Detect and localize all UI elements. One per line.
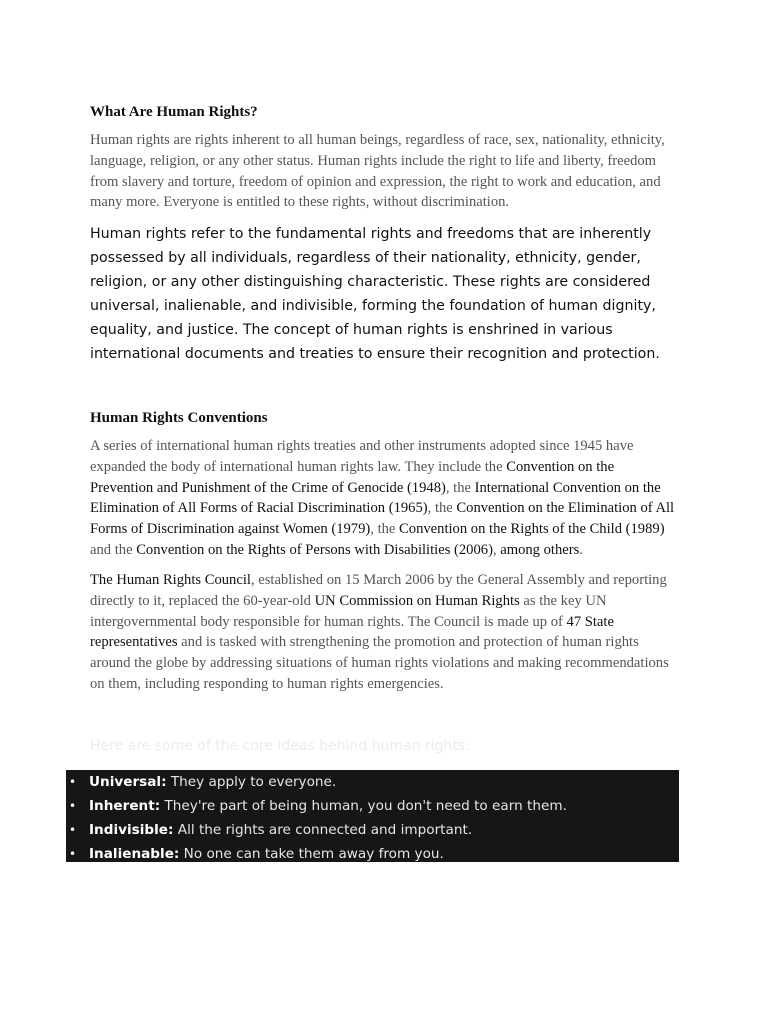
core-ideas-list-box	[66, 770, 679, 862]
text-run: A series of international human rights treaties and other instruments adopted since 1945 have expanded the body of international human rights law. They include the	[90, 438, 634, 475]
list-item	[66, 770, 679, 794]
text-run: , the	[370, 521, 400, 538]
list-item	[66, 842, 679, 866]
list-item-desc: They're part of being human, you don't need to earn them.	[160, 798, 567, 814]
link-disabilities-convention[interactable]: Convention on the Rights of Persons with Disabilities (2006)	[136, 541, 493, 558]
text-run: as the key UN intergovernmental body responsible for human rights. The Council is made up of	[90, 592, 607, 630]
bullet-icon: •	[69, 799, 77, 813]
bullet-icon: •	[69, 775, 77, 789]
paragraph-human-rights-definition: Human rights are rights inherent to all human beings, regardless of race, sex, nationality, ethnicity, language, religion, or any other status. Human rights include the right to life and liberty, freedom from slavery and torture, freedom of opinion and expression, the right to work and education, and many more. Everyone is entitled to these rights, without discrimination.	[90, 132, 665, 211]
text-run: , the	[427, 500, 457, 517]
list-item-term: Universal:	[89, 774, 167, 790]
list-item-desc: They apply to everyone.	[166, 774, 337, 790]
text-run: , established on 15 March 2006 by the General Assembly and reporting directly to it, replaced the 60-year-old	[90, 572, 667, 609]
text-run: , the	[445, 479, 475, 496]
list-item-desc: All the rights are connected and important.	[173, 822, 473, 838]
text-run: .	[579, 541, 583, 558]
link-among-others[interactable]: among others	[500, 541, 580, 558]
paragraph-human-rights-fundamental: Human rights refer to the fundamental rights and freedoms that are inherently possessed by all individuals, regardless of their nationality, ethnicity, gender, religion, or any other distinguishing characteristic. These rights are considered universal, inalienable, and indivisible, forming the foundation of human dignity, equality, and justice. The concept of human rights is enshrined in various international documents and treaties to ensure their recognition and protection.	[90, 226, 660, 362]
text-run: ,	[492, 541, 501, 558]
paragraph-conventions	[90, 436, 680, 561]
link-genocide-convention[interactable]: Convention on the Prevention and Punishment of the Crime of Genocide (1948)	[90, 458, 615, 496]
list-item	[66, 794, 679, 818]
link-rights-of-child-convention[interactable]: Convention on the Rights of the Child (1989)	[399, 521, 665, 538]
list-item-term: Indivisible:	[89, 822, 174, 838]
link-women-discrimination-convention[interactable]: Convention on the Elimination of All Forms of Discrimination against Women (1979)	[90, 500, 675, 538]
list-item-term: Inherent:	[89, 798, 161, 814]
link-human-rights-council[interactable]: The Human Rights Council	[90, 572, 251, 588]
link-racial-discrimination-convention[interactable]: International Convention on the Elimination of All Forms of Racial Discrimination (1965)	[90, 479, 661, 517]
section-heading-conventions: Human Rights Conventions	[90, 410, 268, 426]
core-ideas-intro: Here are some of the core ideas behind human rights:	[90, 738, 470, 754]
link-state-representatives[interactable]: 47 State representatives	[90, 613, 614, 651]
text-run: and is tasked with strengthening the promotion and protection of human rights around the globe by addressing situations of human rights violations and making recommendations on them, including responding to human rights emergencies.	[90, 634, 669, 692]
link-un-commission[interactable]: UN Commission on Human Rights	[314, 592, 520, 609]
list-item	[66, 818, 679, 842]
list-item-term: Inalienable:	[89, 846, 180, 862]
bullet-icon: •	[69, 847, 77, 861]
list-item-desc: No one can take them away from you.	[179, 846, 444, 862]
text-run: and the	[90, 541, 137, 558]
section-heading-what-are-human-rights: What Are Human Rights?	[90, 104, 258, 120]
core-ideas-list	[66, 770, 679, 866]
paragraph-human-rights-council	[90, 570, 680, 695]
bullet-icon: •	[69, 823, 77, 837]
